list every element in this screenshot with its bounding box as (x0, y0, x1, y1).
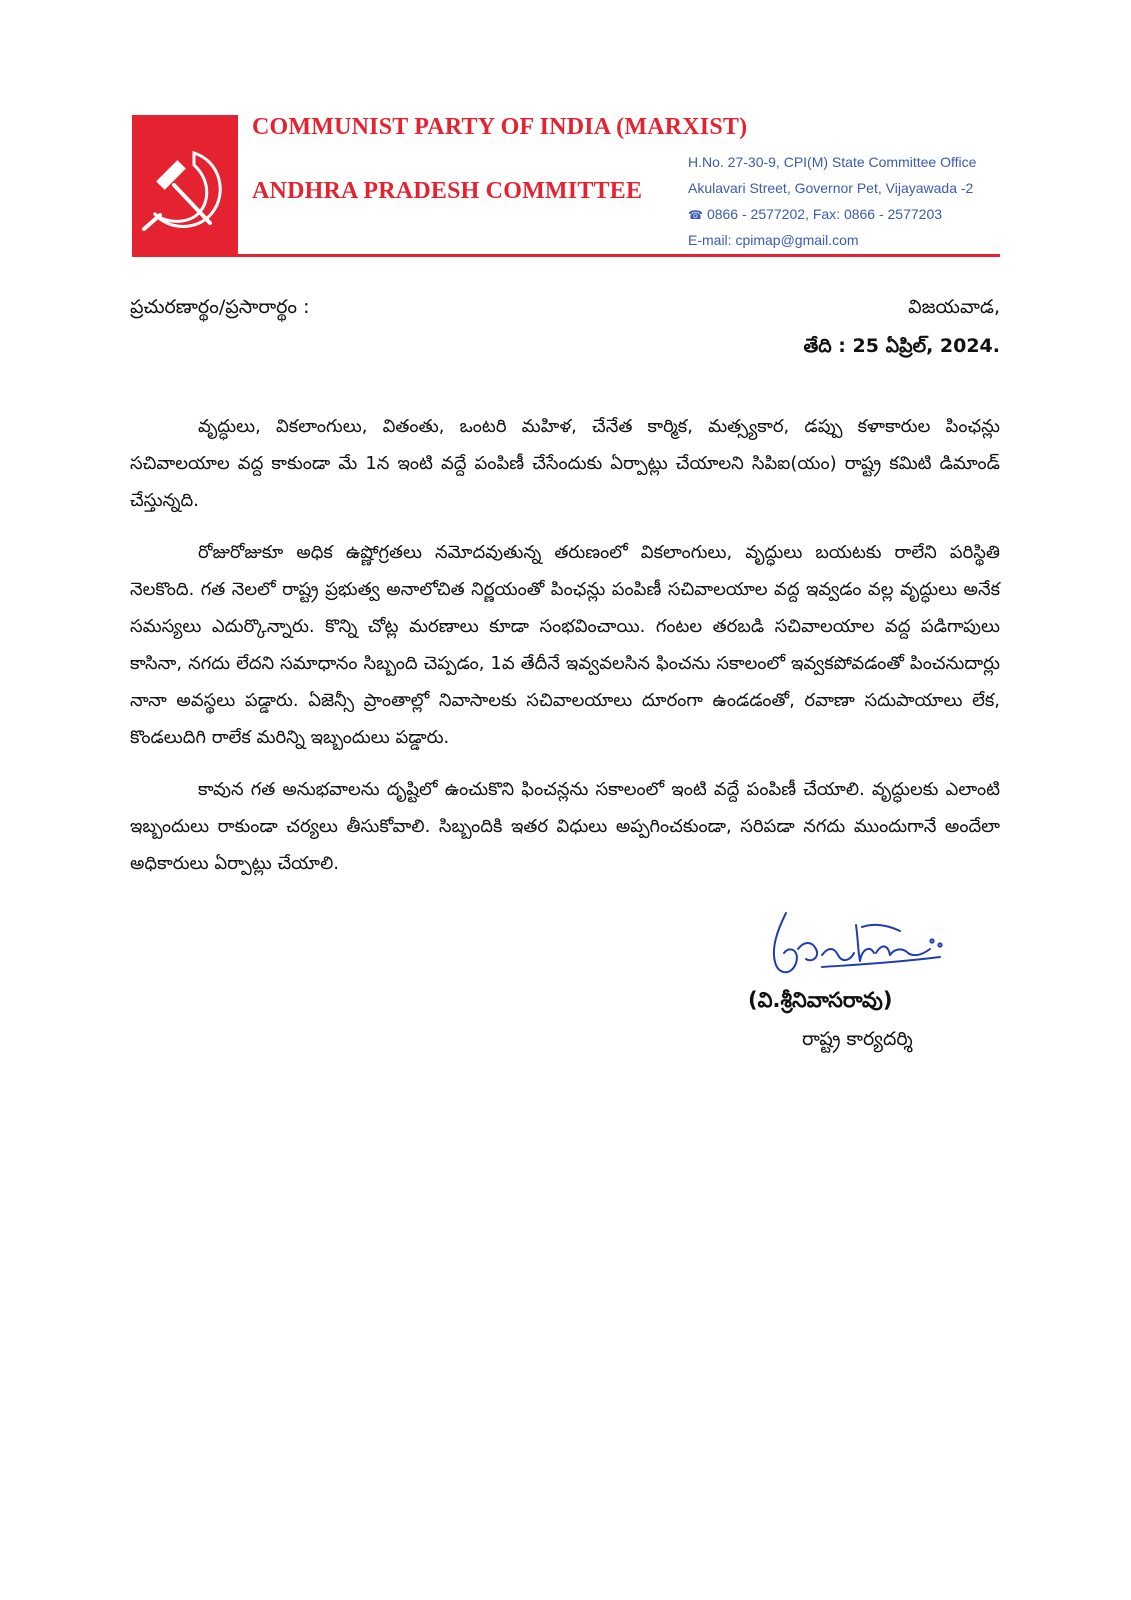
letterhead-divider (132, 254, 1000, 257)
release-label: ప్రచురణార్థం/ప్రసారార్థం : (130, 296, 310, 318)
paragraph-3: కావున గత అనుభవాలను దృష్టిలో ఉంచుకొని ఫించన్లను సకాలంలో ఇంటి వద్దే పంపిణీ చేయాలి. వృద్ధులకు ఎలాంటి ఇబ్బందులు రాకుండా చర్యలు తీసుకోవాలి. సిబ్బందికి ఇతర విధులు అప్పగించకుండా, సరిపడా నగదు ముందుగానే అందేలా అధికారులు ఏర్పాట్లు చేయాలి. (130, 779, 1000, 874)
address-line-2: Akulavari Street, Governor Pet, Vijayawada -2 (688, 180, 974, 196)
release-body (130, 408, 1000, 897)
release-date: తేది : 25 ఏప్రిల్, 2024. (803, 335, 1000, 357)
address-line-1: H.No. 27-30-9, CPI(M) State Committee Office (688, 154, 977, 170)
hammer-sickle-icon (132, 115, 238, 257)
organization-name: COMMUNIST PARTY OF INDIA (MARXIST) (252, 114, 748, 140)
handwritten-signature (762, 905, 952, 989)
paragraph-1: వృద్ధులు, వికలాంగులు, వితంతు, ఒంటరి మహిళ, చేనేత కార్మిక, మత్స్యకార, డప్పు కళాకారుల పింఛన్లు సచివాలయాల వద్ద కాకుండా మే 1న ఇంటి వద్దే పంపిణీ చేసేందుకు ఏర్పాట్లు చేయాలని సిపిఐ(యం) రాష్ట్ర కమిటి డిమాండ్ చేస్తున్నది. (130, 416, 1000, 511)
place-name: విజయవాడ, (908, 296, 1000, 318)
signatory-role: రాష్ట్ర కార్యదర్శి (802, 1028, 913, 1050)
paragraph-2: రోజురోజుకూ అధిక ఉష్ణోగ్రతలు నమోదవుతున్న తరుణంలో వికలాంగులు, వృద్ధులు బయటకు రాలేని పరిస్థితి నెలకొంది. గత నెలలో రాష్ట్ర ప్రభుత్వ అనాలోచిత నిర్ణయంతో పింఛన్లు పంపిణీ సచివాలయాల వద్ద ఇవ్వడం వల్ల వృద్ధులు అనేక సమస్యలు ఎదుర్కొన్నారు. కొన్ని చోట్ల మరణాలు కూడా సంభవించాయి. గంటల తరబడి సచివాలయాల వద్ద పడిగాపులు కాసినా, నగదు లేదని సమాధానం సిబ్బంది చెప్పడం, 1వ తేదీనే ఇవ్వవలసిన ఫించను సకాలంలో ఇవ్వకపోవడంతో పించనుదార్లు నానా అవస్థలు పడ్డారు. ఏజెన్సీ ప్రాంతాల్లో నివాసాలకు సచివాలయాలు దూరంగా ఉండడంతో, రవాణా సదుపాయాలు లేక, కొండలుదిగి రాలేక మరిన్ని ఇబ్బందులు పడ్డారు. (130, 542, 1000, 748)
committee-name: ANDHRA PRADESH COMMITTEE (252, 178, 643, 204)
signatory-name: (వి.శ్రీనివాసరావు) (748, 988, 893, 1012)
phone-line (688, 206, 942, 222)
phone-numbers: 0866 - 2577202, Fax: 0866 - 2577203 (706, 206, 943, 222)
telephone-icon: ☎ (688, 208, 703, 222)
email-line: E-mail: cpimap@gmail.com (688, 232, 859, 248)
